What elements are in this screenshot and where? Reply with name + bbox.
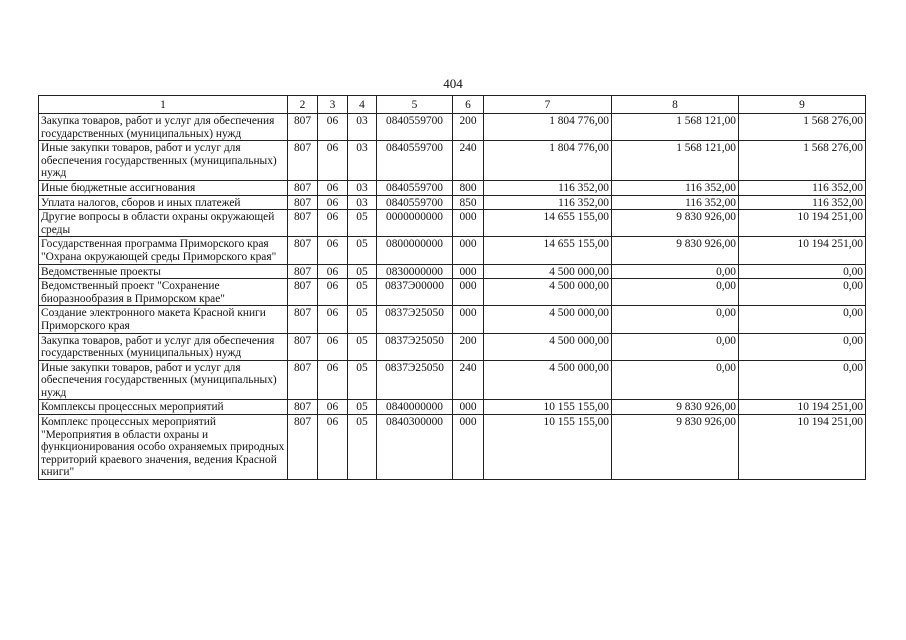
- row-expense-type: 000: [453, 279, 484, 306]
- row-amount-col7: 10 155 155,00: [484, 415, 612, 480]
- table-row: [39, 400, 866, 415]
- row-amount-col9: 10 194 251,00: [739, 210, 866, 237]
- header-col-5: 5: [377, 96, 453, 114]
- row-amount-col7: 14 655 155,00: [484, 210, 612, 237]
- row-target-article: 0840559700: [377, 195, 453, 210]
- header-col-9: 9: [739, 96, 866, 114]
- row-amount-col7: 116 352,00: [484, 195, 612, 210]
- row-target-article: 0840300000: [377, 415, 453, 480]
- row-expense-type: 000: [453, 210, 484, 237]
- row-subsection: 05: [348, 333, 377, 360]
- row-amount-col7: 10 155 155,00: [484, 400, 612, 415]
- row-section: 06: [318, 180, 348, 195]
- row-amount-col9: 10 194 251,00: [739, 237, 866, 264]
- row-name: Комплекс процессных мероприятий "Мероприятия в области охраны и функционирования особо охраняемых природных территорий краевого значения, ведения Красной книги": [39, 415, 288, 480]
- row-name: Закупка товаров, работ и услуг для обеспечения государственных (муниципальных) нужд: [39, 114, 288, 141]
- row-expense-type: 000: [453, 400, 484, 415]
- row-amount-col7: 4 500 000,00: [484, 333, 612, 360]
- header-col-1: 1: [39, 96, 288, 114]
- row-subsection: 05: [348, 415, 377, 480]
- header-col-2: 2: [288, 96, 318, 114]
- header-col-6: 6: [453, 96, 484, 114]
- table-row: [39, 306, 866, 333]
- table-row: [39, 210, 866, 237]
- row-name: Иные закупки товаров, работ и услуг для обеспечения государственных (муниципальных) нужд: [39, 360, 288, 400]
- table-header-row: [39, 96, 866, 114]
- row-ministry-code: 807: [288, 415, 318, 480]
- row-amount-col9: 0,00: [739, 360, 866, 400]
- row-amount-col7: 4 500 000,00: [484, 264, 612, 279]
- row-name: Комплексы процессных мероприятий: [39, 400, 288, 415]
- row-section: 06: [318, 264, 348, 279]
- budget-table: [38, 95, 866, 480]
- row-amount-col7: 4 500 000,00: [484, 306, 612, 333]
- row-section: 06: [318, 279, 348, 306]
- header-col-4: 4: [348, 96, 377, 114]
- row-amount-col8: 1 568 121,00: [612, 141, 739, 181]
- row-amount-col8: 9 830 926,00: [612, 415, 739, 480]
- row-name: Иные закупки товаров, работ и услуг для обеспечения государственных (муниципальных) нужд: [39, 141, 288, 181]
- table-row: [39, 237, 866, 264]
- row-amount-col9: 116 352,00: [739, 195, 866, 210]
- row-amount-col7: 1 804 776,00: [484, 141, 612, 181]
- row-target-article: 0840559700: [377, 114, 453, 141]
- table-row: [39, 333, 866, 360]
- row-name: Создание электронного макета Красной книги Приморского края: [39, 306, 288, 333]
- row-target-article: 0830000000: [377, 264, 453, 279]
- row-amount-col8: 116 352,00: [612, 180, 739, 195]
- table-row: [39, 415, 866, 480]
- row-section: 06: [318, 195, 348, 210]
- row-expense-type: 240: [453, 360, 484, 400]
- row-ministry-code: 807: [288, 141, 318, 181]
- header-col-7: 7: [484, 96, 612, 114]
- row-subsection: 05: [348, 400, 377, 415]
- row-subsection: 05: [348, 237, 377, 264]
- row-amount-col9: 1 568 276,00: [739, 141, 866, 181]
- row-ministry-code: 807: [288, 400, 318, 415]
- row-expense-type: 000: [453, 237, 484, 264]
- row-section: 06: [318, 114, 348, 141]
- row-expense-type: 200: [453, 333, 484, 360]
- row-amount-col7: 4 500 000,00: [484, 360, 612, 400]
- row-ministry-code: 807: [288, 114, 318, 141]
- row-subsection: 05: [348, 360, 377, 400]
- row-target-article: 0800000000: [377, 237, 453, 264]
- row-target-article: 0837Э25050: [377, 306, 453, 333]
- table-row: [39, 360, 866, 400]
- row-expense-type: 240: [453, 141, 484, 181]
- row-ministry-code: 807: [288, 333, 318, 360]
- row-amount-col7: 14 655 155,00: [484, 237, 612, 264]
- row-amount-col9: 0,00: [739, 279, 866, 306]
- row-expense-type: 000: [453, 306, 484, 333]
- row-name: Иные бюджетные ассигнования: [39, 180, 288, 195]
- row-amount-col9: 0,00: [739, 306, 866, 333]
- row-target-article: 0840559700: [377, 180, 453, 195]
- row-amount-col9: 1 568 276,00: [739, 114, 866, 141]
- row-ministry-code: 807: [288, 306, 318, 333]
- row-amount-col8: 9 830 926,00: [612, 210, 739, 237]
- row-amount-col8: 0,00: [612, 279, 739, 306]
- row-name: Другие вопросы в области охраны окружающей среды: [39, 210, 288, 237]
- row-ministry-code: 807: [288, 180, 318, 195]
- header-col-8: 8: [612, 96, 739, 114]
- row-name: Закупка товаров, работ и услуг для обеспечения государственных (муниципальных) нужд: [39, 333, 288, 360]
- row-target-article: 0000000000: [377, 210, 453, 237]
- row-subsection: 03: [348, 180, 377, 195]
- row-target-article: 0837Э00000: [377, 279, 453, 306]
- row-ministry-code: 807: [288, 279, 318, 306]
- row-target-article: 0840000000: [377, 400, 453, 415]
- page-number: 404: [443, 76, 463, 91]
- row-subsection: 03: [348, 114, 377, 141]
- row-amount-col9: 0,00: [739, 333, 866, 360]
- row-amount-col8: 1 568 121,00: [612, 114, 739, 141]
- row-section: 06: [318, 141, 348, 181]
- row-subsection: 05: [348, 264, 377, 279]
- row-section: 06: [318, 210, 348, 237]
- table-row: [39, 180, 866, 195]
- row-name: Ведомственные проекты: [39, 264, 288, 279]
- row-section: 06: [318, 400, 348, 415]
- row-amount-col8: 0,00: [612, 264, 739, 279]
- row-subsection: 03: [348, 141, 377, 181]
- row-amount-col8: 9 830 926,00: [612, 237, 739, 264]
- row-ministry-code: 807: [288, 264, 318, 279]
- row-section: 06: [318, 360, 348, 400]
- header-col-3: 3: [318, 96, 348, 114]
- row-amount-col8: 0,00: [612, 306, 739, 333]
- row-subsection: 05: [348, 279, 377, 306]
- row-target-article: 0837Э25050: [377, 333, 453, 360]
- row-amount-col9: 0,00: [739, 264, 866, 279]
- table-body: [39, 114, 866, 480]
- row-ministry-code: 807: [288, 360, 318, 400]
- row-amount-col9: 10 194 251,00: [739, 400, 866, 415]
- row-section: 06: [318, 306, 348, 333]
- row-ministry-code: 807: [288, 195, 318, 210]
- row-section: 06: [318, 415, 348, 480]
- row-target-article: 0837Э25050: [377, 360, 453, 400]
- row-expense-type: 000: [453, 264, 484, 279]
- row-amount-col7: 4 500 000,00: [484, 279, 612, 306]
- row-name: Ведомственный проект "Сохранение биоразнообразия в Приморском крае": [39, 279, 288, 306]
- row-amount-col8: 0,00: [612, 360, 739, 400]
- row-name: Уплата налогов, сборов и иных платежей: [39, 195, 288, 210]
- row-amount-col9: 10 194 251,00: [739, 415, 866, 480]
- table-row: [39, 279, 866, 306]
- row-name: Государственная программа Приморского края "Охрана окружающей среды Приморского края": [39, 237, 288, 264]
- row-subsection: 05: [348, 306, 377, 333]
- row-ministry-code: 807: [288, 210, 318, 237]
- table-row: [39, 114, 866, 141]
- table-row: [39, 264, 866, 279]
- row-amount-col7: 1 804 776,00: [484, 114, 612, 141]
- table-row: [39, 195, 866, 210]
- row-target-article: 0840559700: [377, 141, 453, 181]
- row-amount-col7: 116 352,00: [484, 180, 612, 195]
- row-amount-col8: 9 830 926,00: [612, 400, 739, 415]
- row-expense-type: 850: [453, 195, 484, 210]
- table-row: [39, 141, 866, 181]
- row-expense-type: 800: [453, 180, 484, 195]
- row-amount-col8: 116 352,00: [612, 195, 739, 210]
- row-expense-type: 000: [453, 415, 484, 480]
- row-amount-col9: 116 352,00: [739, 180, 866, 195]
- row-subsection: 03: [348, 195, 377, 210]
- row-section: 06: [318, 333, 348, 360]
- row-amount-col8: 0,00: [612, 333, 739, 360]
- row-ministry-code: 807: [288, 237, 318, 264]
- row-subsection: 05: [348, 210, 377, 237]
- row-expense-type: 200: [453, 114, 484, 141]
- row-section: 06: [318, 237, 348, 264]
